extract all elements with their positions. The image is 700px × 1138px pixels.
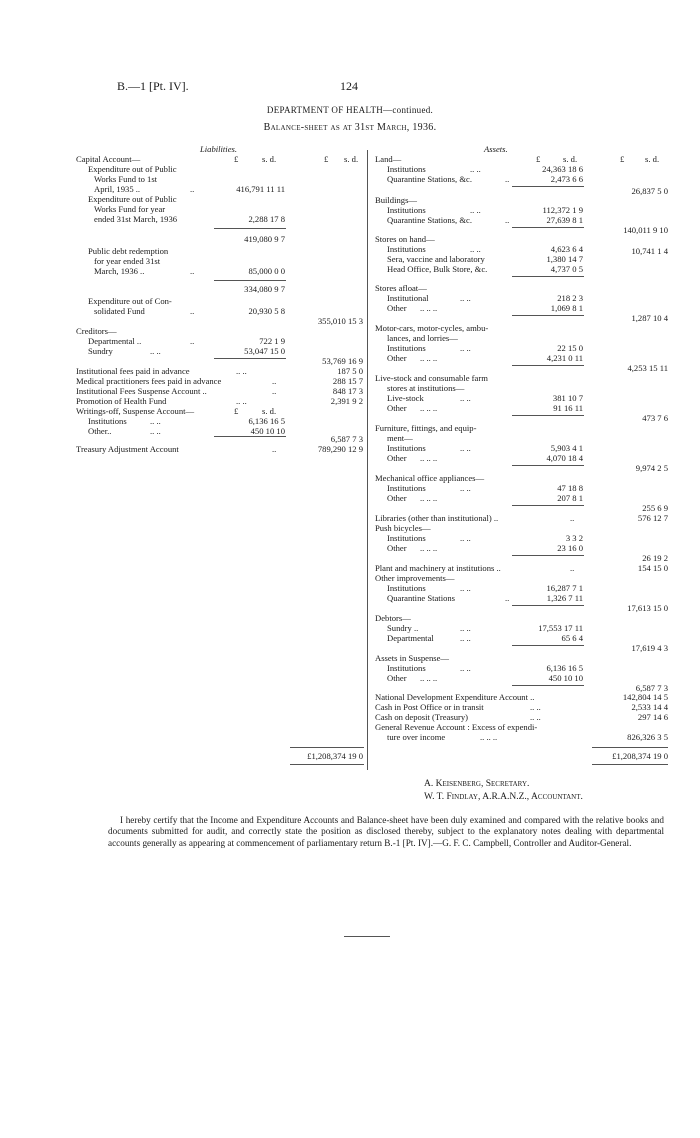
sa-inst-label: Institutional [387,293,429,303]
creditors-dept-dots: .. [190,336,195,346]
ff-other-label: Other [387,453,407,463]
bld-inst-label: Institutions [387,205,426,215]
deb-sundry-amount: 17,553 17 11 [538,623,583,633]
libraries-dots: .. [570,513,575,523]
sa-inst-amount: 218 2 3 [557,293,583,303]
exp2-line-b: Works Fund for year [94,204,166,214]
mc-other-label: Other [387,353,407,363]
buildings-total: 140,011 9 10 [623,225,668,235]
cash-deposit-dots: .. .. [530,712,541,722]
oi-quar-label: Quarantine Stations [387,593,456,603]
accountant-signature: W. T. Findlay, A.R.A.N.Z., Accountant. [424,792,583,802]
con-dots: .. [190,306,195,316]
con-line-b: solidated Fund [94,306,145,316]
stores-afloat-total: 1,287 10 4 [631,313,668,323]
livestock-total: 473 7 6 [642,413,668,423]
land-quar-amount: 2,473 6 6 [550,174,583,184]
plant-label: Plant and machinery at institutions .. [375,563,501,573]
soh-inst-label: Institutions [387,244,426,254]
oi-quar-dots: .. [505,593,510,603]
furniture-label-b: ment— [387,433,413,443]
sa-inst-dots: .. .. [460,293,471,303]
assets-grand-total: £1,208,374 19 0 [612,751,668,761]
pb-other-amount: 23 16 0 [557,543,583,553]
deb-dept-label: Departmental [387,633,434,643]
inst-fees-amount: 187 5 0 [337,366,363,376]
ls-other-label: Other [387,403,407,413]
libraries-total: 576 12 7 [637,513,668,523]
bld-quar-dots: .. [505,215,510,225]
writings-off-other-dots: .. .. [150,426,161,436]
creditors-label: Creditors— [76,326,117,336]
deb-dept-amount: 65 6 4 [561,633,583,643]
pb-inst-label: Institutions [387,533,426,543]
creditors-sundry-amount: 53,047 15 0 [244,346,285,356]
rule [592,747,668,748]
ls-other-dots: .. .. .. [420,403,438,413]
cash-post-office-total: 2,533 14 4 [631,702,668,712]
capital-account-label: Capital Account— [76,154,141,164]
mo-other-amount: 207 8 1 [557,493,583,503]
report-reference: B.—1 [Pt. IV]. [117,79,189,93]
push-bicycles-total: 26 19 2 [642,553,668,563]
stores-hand-label: Stores on hand— [375,234,435,244]
rule [512,415,584,416]
debtors-total: 17,619 4 3 [631,643,668,653]
rule [512,365,584,366]
ais-other-amount: 450 10 10 [548,673,583,683]
fees-suspense-dots: .. [272,386,277,396]
stores-afloat-label: Stores afloat— [375,283,427,293]
writings-off-inst-amount: 6,136 16 5 [248,416,285,426]
mech-office-total: 255 6 9 [642,503,668,513]
sa-other-dots: .. .. .. [420,303,438,313]
pb-inst-amount: 3 3 2 [565,533,583,543]
ff-inst-amount: 5,903 4 1 [550,443,583,453]
ais-inst-amount: 6,136 16 5 [546,663,583,673]
exp1-dots: .. [190,184,195,194]
writings-off-inst-dots: .. .. [150,416,161,426]
buildings-label: Buildings— [375,195,418,205]
audit-certificate: I hereby certify that the Income and Expenditure Accounts and Balance-sheet have been duly examined and compared with the relative books and documents submitted for audit, and correctly state the position as disclosed thereby, subject to the explanatory notes dealing with departmental accounts generally as appearing at commencement of parliamentary return B.-1 [Pt. IV].—G. F. C. Campbell, Controller and Auditor-General. [108,815,664,848]
rule [290,747,364,748]
treasury-adjustment-amount: 789,290 12 9 [317,444,363,454]
assets-suspense-label: Assets in Suspense— [375,653,450,663]
assets-col2-sd: s. d. [645,154,660,164]
fees-suspense-label: Institutional Fees Suspense Account .. [76,386,207,396]
soh-inst-dots: .. .. [470,244,481,254]
treasury-adjustment-dots: .. [272,444,277,454]
ais-inst-dots: .. .. [460,663,471,673]
liab-col-pounds: £ [234,154,239,164]
libraries-label: Libraries (other than institutional) .. [375,513,499,523]
assets-col2-pounds: £ [620,154,625,164]
rule [512,315,584,316]
push-bicycles-label: Push bicycles— [375,523,431,533]
ls-live-dots: .. .. [460,393,471,403]
rule [592,764,668,765]
inst-fees-dots: .. .. [236,366,247,376]
con-line-a: Expenditure out of Con- [88,296,172,306]
writings-off-total: 6,587 7 3 [330,434,363,444]
livestock-label-b: stores at institutions— [387,383,465,393]
rule [512,186,584,187]
health-fund-label: Promotion of Health Fund [76,396,167,406]
mo-inst-amount: 47 18 8 [557,483,583,493]
pdr-amount: 85,000 0 0 [248,266,285,276]
land-quar-dots: .. [505,174,510,184]
writings-off-col-sd: s. d. [262,406,277,416]
motor-label-b: lances, and lorries— [387,333,458,343]
plant-total: 154 15 0 [637,563,668,573]
ff-inst-label: Institutions [387,443,426,453]
subtotal-1: 419,080 9 7 [244,234,285,244]
exp1-line-b: Works Fund to 1st [94,174,158,184]
medical-fees-dots: .. [272,376,277,386]
balance-sheet-title [0,123,700,133]
page-number: 124 [340,79,358,93]
con-amount: 20,930 5 8 [248,306,285,316]
department-title-text: DEPARTMENT OF HEALTH—continued. [266,105,434,115]
pdr-line-c: March, 1936 .. [94,266,145,276]
rule [512,465,584,466]
nde-label: National Development Expenditure Account .. [375,692,535,702]
sa-other-amount: 1,069 8 1 [550,303,583,313]
soh-inst-amount: 4,623 6 4 [550,244,583,254]
rule [290,764,364,765]
assets-heading: Assets. [484,144,508,154]
motor-total: 4,253 15 11 [627,363,668,373]
exp1-amount: 416,791 11 11 [236,184,285,194]
other-improvements-total: 17,613 15 0 [627,603,668,613]
center-divider [367,150,368,770]
debtors-label: Debtors— [375,613,411,623]
writings-off-col-pounds: £ [234,406,239,416]
subtotal-2: 334,080 9 7 [244,284,285,294]
deb-dept-dots: .. .. [460,633,471,643]
pb-other-label: Other [387,543,407,553]
fees-suspense-amount: 848 17 3 [332,386,363,396]
land-inst-label: Institutions [387,164,426,174]
bld-quar-amount: 27,639 8 1 [546,215,583,225]
assets-col-sd: s. d. [563,154,578,164]
furniture-label-a: Furniture, fittings, and equip- [375,423,477,433]
plant-dots: .. [570,563,575,573]
soh-head-amount: 4,737 0 5 [550,264,583,274]
land-label: Land— [375,154,402,164]
pdr-line-a: Public debt redemption [88,246,169,256]
mo-other-label: Other [387,493,407,503]
assets-suspense-total: 6,587 7 3 [635,683,668,693]
ff-inst-dots: .. .. [460,443,471,453]
treasury-adjustment-label: Treasury Adjustment Account [76,444,179,454]
exp2-line-c: ended 31st March, 1936 [94,214,178,224]
ais-inst-label: Institutions [387,663,426,673]
land-inst-amount: 24,363 18 6 [542,164,583,174]
rule [512,505,584,506]
liab-col2-pounds: £ [324,154,329,164]
liab-col2-sd: s. d. [344,154,359,164]
bld-inst-amount: 112,372 1 9 [542,205,583,215]
ls-live-label: Live-stock [387,393,424,403]
cash-post-office-dots: .. .. [530,702,541,712]
rule [214,280,286,281]
writings-off-label: Writings-off, Suspense Account— [76,406,195,416]
exp2-line-a: Expenditure out of Public [88,194,177,204]
stores-hand-total: 10,741 1 4 [631,246,668,256]
exp1-line-c: April, 1935 .. [94,184,141,194]
land-total: 26,837 5 0 [631,186,668,196]
mc-inst-label: Institutions [387,343,426,353]
mo-inst-label: Institutions [387,483,426,493]
mo-other-dots: .. .. .. [420,493,438,503]
general-revenue-label-a: General Revenue Account : Excess of expendi- [375,722,538,732]
department-title [0,105,700,115]
page-end-rule [344,936,390,937]
creditors-total: 53,769 16 9 [322,356,363,366]
nde-total: 142,804 14 5 [622,692,668,702]
rule [214,228,286,229]
sa-other-label: Other [387,303,407,313]
mc-inst-dots: .. .. [460,343,471,353]
other-improvements-label: Other improvements— [375,573,455,583]
general-revenue-total: 826,326 3 5 [627,732,668,742]
oi-quar-amount: 1,326 7 11 [546,593,583,603]
capital-total: 355,010 15 3 [317,316,363,326]
rule [512,227,584,228]
liab-col-sd: s. d. [262,154,277,164]
writings-off-other-amount: 450 10 10 [250,426,285,436]
land-quar-label: Quarantine Stations, &c. [387,174,472,184]
rule [512,685,584,686]
medical-fees-label: Medical practitioners fees paid in advance [76,376,222,386]
mc-other-amount: 4,231 0 11 [546,353,583,363]
mo-inst-dots: .. .. [460,483,471,493]
health-fund-amount: 2,391 9 2 [330,396,363,406]
ais-other-label: Other [387,673,407,683]
soh-sera-amount: 1,380 14 7 [546,254,583,264]
ais-other-dots: .. .. .. [420,673,438,683]
pdr-dots: .. [190,266,195,276]
rule [214,358,286,359]
liabilities-heading: Liabilities. [200,144,238,154]
ff-other-dots: .. .. .. [420,453,438,463]
mech-office-label: Mechanical office appliances— [375,473,485,483]
ls-live-amount: 381 10 7 [552,393,583,403]
creditors-dept-label: Departmental .. [88,336,142,346]
writings-off-other-label: Other.. [88,426,112,436]
soh-head-label: Head Office, Bulk Store, &c. [387,264,488,274]
health-fund-dots: .. .. [236,396,247,406]
deb-sundry-dots: .. .. [460,623,471,633]
creditors-dept-amount: 722 1 9 [259,336,285,346]
creditors-sundry-label: Sundry [88,346,113,356]
creditors-sundry-dots: .. .. [150,346,161,356]
general-revenue-label-b: ture over income [387,732,446,742]
livestock-label-a: Live-stock and consumable farm [375,373,488,383]
mc-other-dots: .. .. .. [420,353,438,363]
pdr-line-b: for year ended 31st [94,256,161,266]
rule [512,605,584,606]
rule [214,436,286,437]
bld-inst-dots: .. .. [470,205,481,215]
ls-other-amount: 91 16 11 [553,403,583,413]
cash-deposit-label: Cash on deposit (Treasury) [375,712,469,722]
cash-post-office-label: Cash in Post Office or in transit [375,702,484,712]
mc-inst-amount: 22 15 0 [557,343,583,353]
oi-inst-dots: .. .. [460,583,471,593]
furniture-total: 9,974 2 5 [635,463,668,473]
assets-col-pounds: £ [536,154,541,164]
liabilities-grand-total: £1,208,374 19 0 [307,751,363,761]
exp1-line-a: Expenditure out of Public [88,164,177,174]
medical-fees-amount: 288 15 7 [332,376,363,386]
bld-quar-label: Quarantine Stations, &c. [387,215,472,225]
pb-inst-dots: .. .. [460,533,471,543]
oi-inst-amount: 16,287 7 1 [546,583,583,593]
pb-other-dots: .. .. .. [420,543,438,553]
cash-deposit-total: 297 14 6 [637,712,668,722]
writings-off-inst-label: Institutions [88,416,127,426]
land-inst-dots: .. .. [470,164,481,174]
balance-sheet-title-text: Balance-sheet as at 31st March, 1936. [263,122,437,133]
rule [512,276,584,277]
inst-fees-label: Institutional fees paid in advance [76,366,190,376]
general-revenue-dots: .. .. .. [480,732,498,742]
deb-sundry-label: Sundry .. [387,623,419,633]
secretary-signature: A. Keisenberg, Secretary. [424,779,530,789]
soh-sera-label: Sera, vaccine and laboratory [387,254,485,264]
exp2-amount: 2,288 17 8 [248,214,285,224]
ff-other-amount: 4,070 18 4 [546,453,583,463]
motor-label-a: Motor-cars, motor-cycles, ambu- [375,323,489,333]
oi-inst-label: Institutions [387,583,426,593]
rule [512,645,584,646]
rule [512,555,584,556]
